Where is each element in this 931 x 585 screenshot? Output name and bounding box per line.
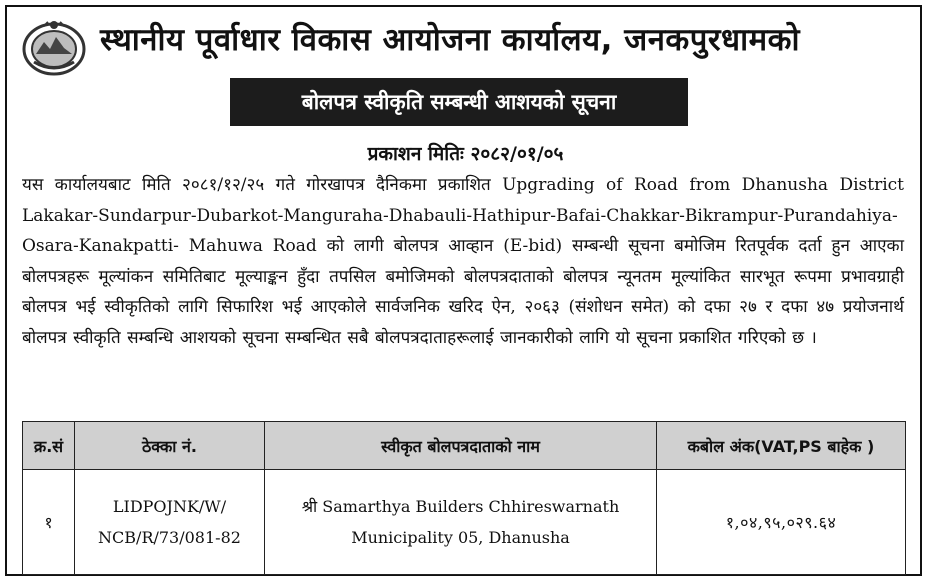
table-row	[23, 470, 906, 575]
header-sn: क्र.सं	[23, 422, 75, 470]
office-title: स्थानीय पूर्वाधार विकास आयोजना कार्यालय, जनकपुरधामको	[100, 22, 800, 58]
cell-bid-amount: १,०४,९५,०२९.६४	[657, 470, 906, 575]
cell-contract-no	[75, 470, 265, 575]
header-bidder-name: स्वीकृत बोलपत्रदाताको नाम	[265, 422, 657, 470]
publication-date: प्रकाशन मितिः २०८२/०१/०५	[367, 143, 564, 165]
cell-sn: १	[23, 470, 75, 575]
contract-no-line-2: NCB/R/73/081-82	[98, 528, 241, 547]
contract-no-line-1: LIDPOJNK/W/	[112, 497, 227, 516]
notice-paragraph: यस कार्यालयबाट मिति २०८१/१२/२५ गते गोरखापत्र दैनिकमा प्रकाशित Upgrading of Road from Dhanusha District Lakakar-Sundarpur-Dubarkot-Manguraha-Dhabauli-Hathipur-Bafai-Chakkar-Bikrampur-Purandahiya-Osara-Kanakpatti- Mahuwa Road को लागी बोलपत्र आव्हान (E-bid) सम्बन्धी सूचना बमोजिम रितपूर्वक दर्ता हुन आएका बोलपत्रहरू मूल्यांकन समितिबाट मूल्याङ्कन हुँदा तपसिल बमोजिमको बोलपत्रदाताको बोलपत्र न्यूनतम मूल्यांकित सारभूत रूपमा प्रभावग्राही बोलपत्र भई स्वीकृतिको लागि सिफारिश भई आएकोले सार्वजनिक खरिद ऐन, २०६३ (संशोधन समेत) को दफा २७ र दफा ४७ प्रयोजनार्थ बोलपत्र स्वीकृति सम्बन्धि आशयको सूचना सम्बन्धित सबै बोलपत्रदाताहरूलाई जानकारीको लागि यो सूचना प्रकाशित गरिएको छ ।	[22, 175, 904, 348]
notice-title-banner	[230, 78, 688, 126]
government-emblem-icon	[22, 18, 86, 76]
header-bid-amount: कबोल अंक(VAT,PS बाहेक )	[657, 422, 906, 470]
header-contract-no: ठेक्का नं.	[75, 422, 265, 470]
table-header-row	[23, 422, 906, 470]
bidder-line-1: श्री Samarthya Builders Chhireswarnath	[301, 497, 620, 516]
award-table	[22, 421, 906, 575]
cell-bidder-name	[265, 470, 657, 575]
bidder-line-2: Municipality 05, Dhanusha	[351, 528, 570, 547]
notice-title: बोलपत्र स्वीकृति सम्बन्धी आशयको सूचना	[301, 90, 617, 114]
